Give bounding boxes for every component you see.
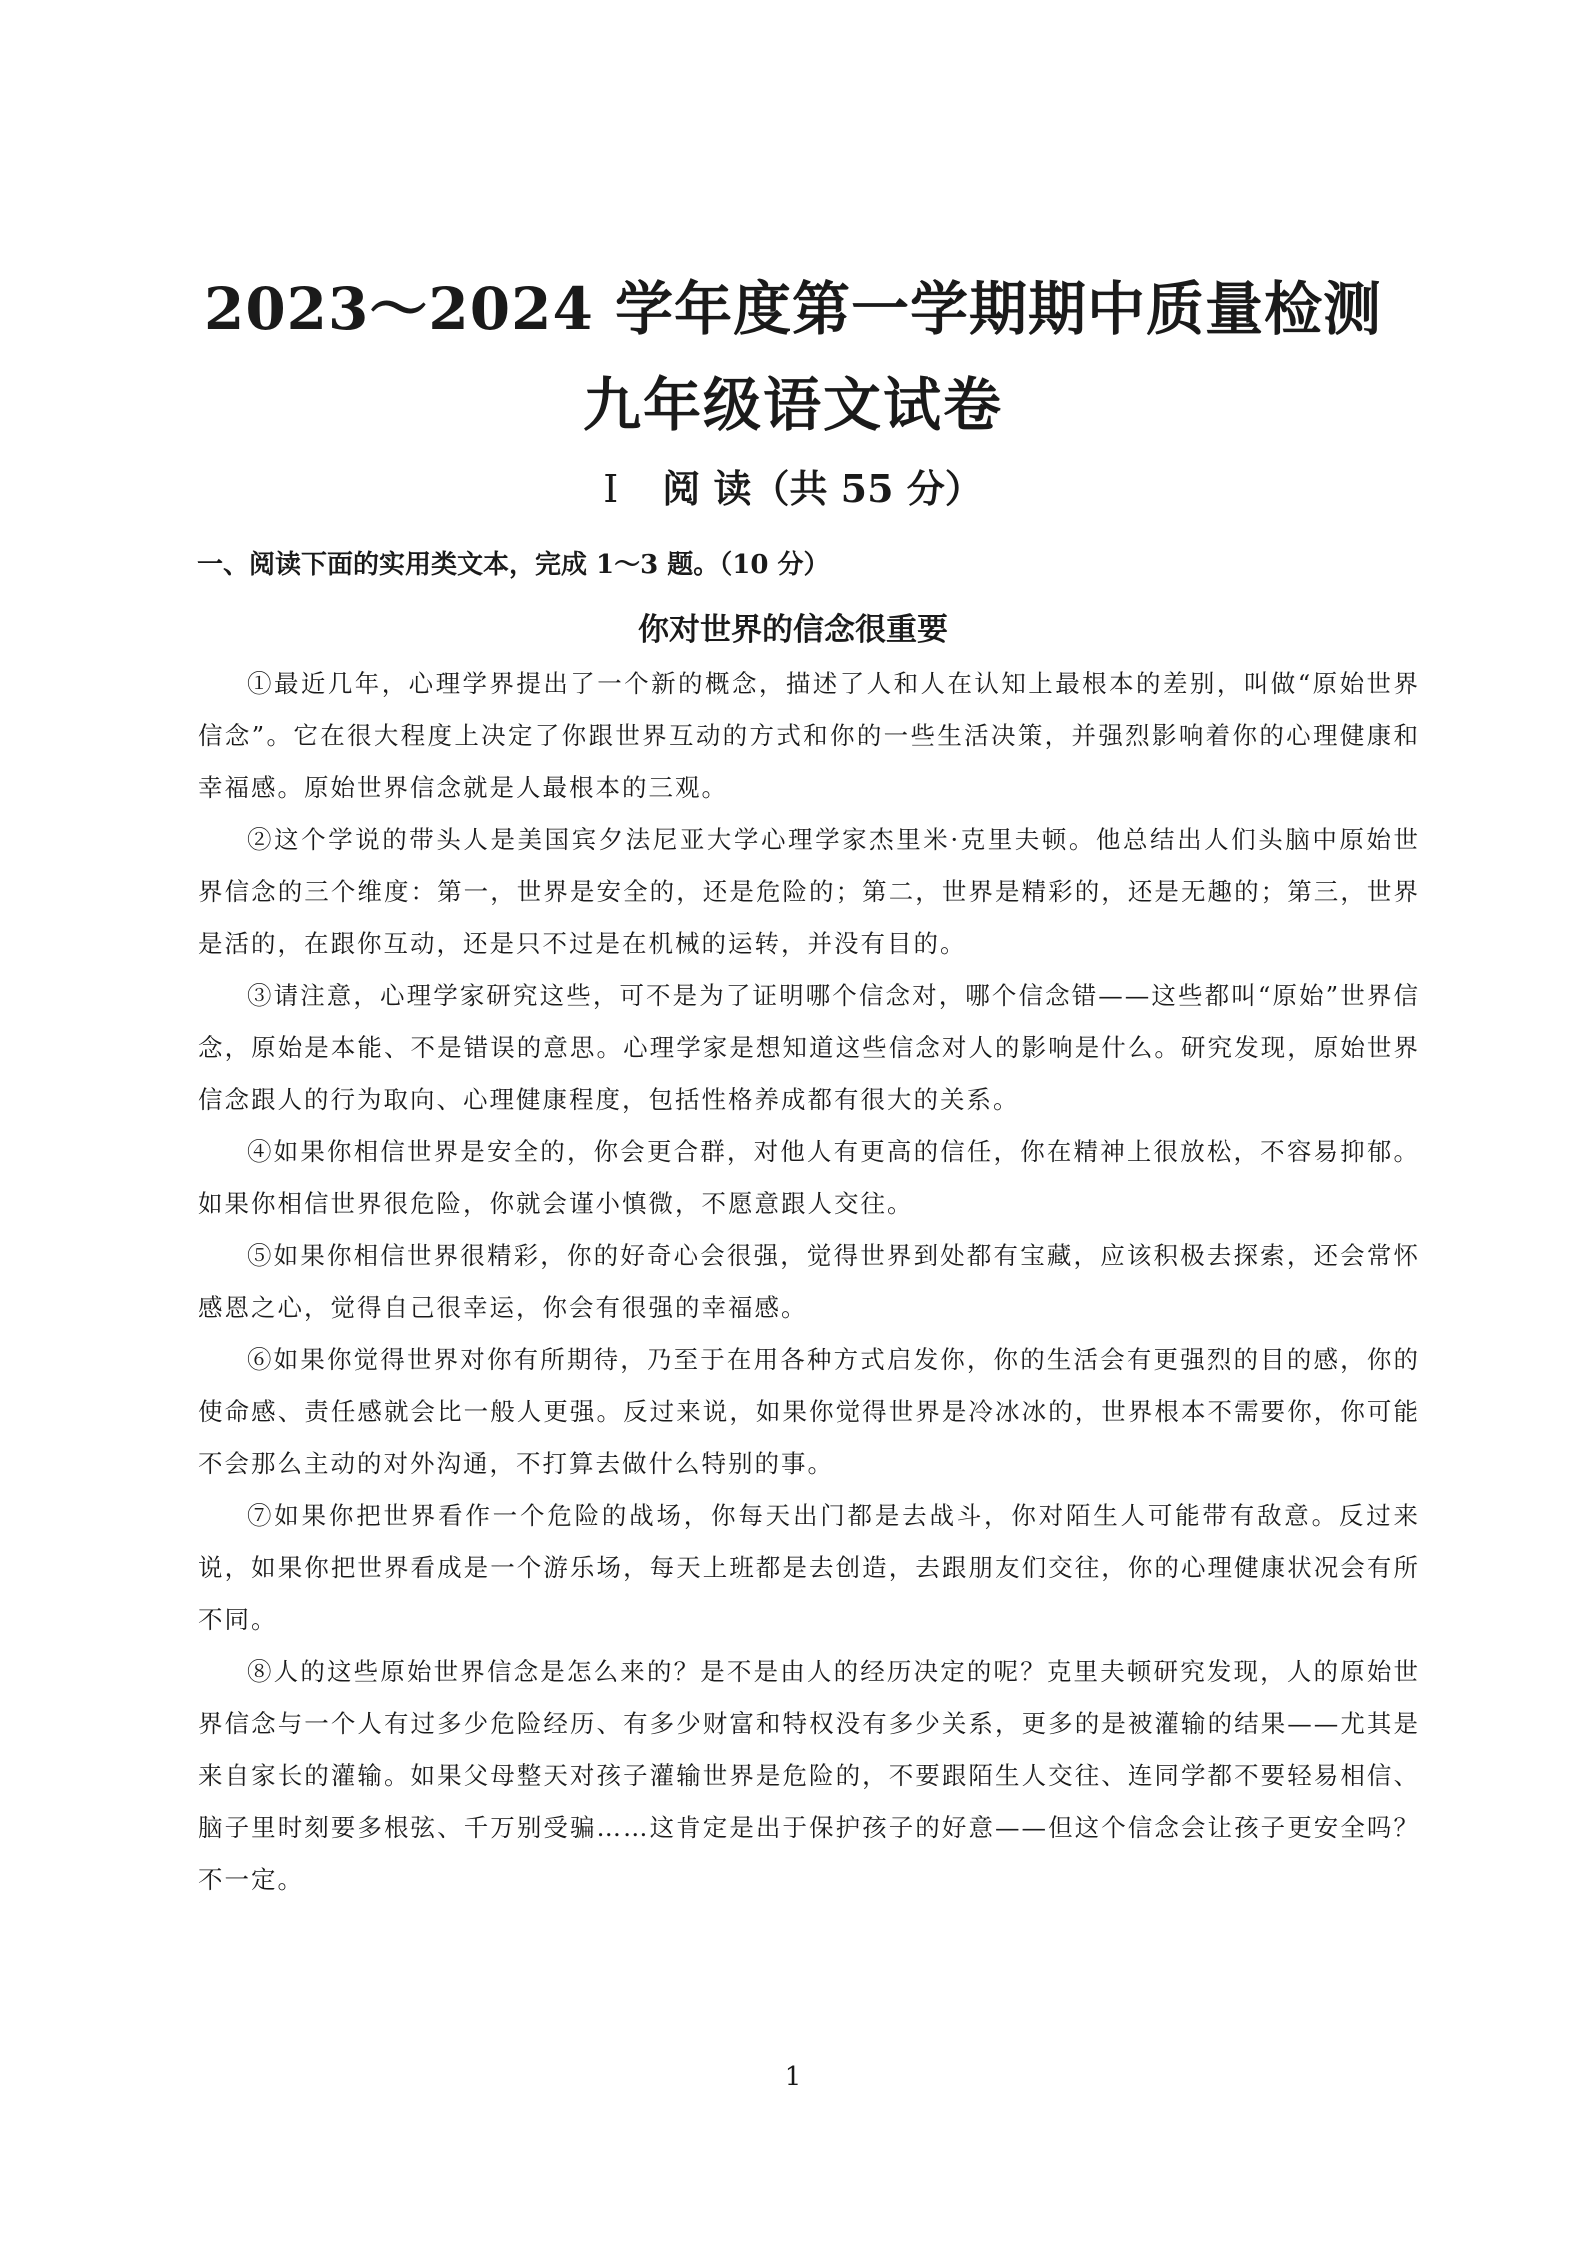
paragraph-7: ⑦如果你把世界看作一个危险的战场，你每天出门都是去战斗，你对陌生人可能带有敌意。反过来说，如果你把世界看成是一个游乐场，每天上班都是去创造，去跟朋友们交往，你的心理健康状况会有所不同。 [198, 1501, 1420, 1634]
section-label: 阅 读（共 55 分） [662, 466, 983, 511]
paragraph-2: ②这个学说的带头人是美国宾夕法尼亚大学心理学家杰里米·克里夫顿。他总结出人们头脑中原始世界信念的三个维度：第一，世界是安全的，还是危险的；第二，世界是精彩的，还是无趣的；第三，世界是活的，在跟你互动，还是只不过是在机械的运转，并没有目的。 [198, 825, 1420, 958]
section-heading [0, 458, 1586, 513]
paragraph-4: ④如果你相信世界是安全的，你会更合群，对他人有更高的信任，你在精神上很放松，不容易抑郁。如果你相信世界很危险，你就会谨小慎微，不愿意跟人交往。 [198, 1137, 1420, 1218]
article-title: 你对世界的信念很重要 [638, 612, 948, 648]
page-number: 1 [784, 2062, 802, 2092]
paragraph-6: ⑥如果你觉得世界对你有所期待，乃至于在用各种方式启发你，你的生活会有更强烈的目的感，你的使命感、责任感就会比一般人更强。反过来说，如果你觉得世界是冷冰冰的，世界根本不需要你，你可能不会那么主动的对外沟通，不打算去做什么特别的事。 [198, 1345, 1420, 1478]
question-heading: 一、阅读下面的实用类文本，完成 1～3 题。（10 分） [197, 550, 830, 580]
paragraph-1: ①最近几年，心理学界提出了一个新的概念，描述了人和人在认知上最根本的差别，叫做“原始世界信念”。它在很大程度上决定了你跟世界互动的方式和你的一些生活决策，并强烈影响着你的心理健康和幸福感。原始世界信念就是人最根本的三观。 [198, 669, 1420, 802]
exam-title: 2023～2024 学年度第一学期期中质量检测 [203, 275, 1383, 343]
paragraph-8: ⑧人的这些原始世界信念是怎么来的？是不是由人的经历决定的呢？克里夫顿研究发现，人的原始世界信念与一个人有过多少危险经历、有多少财富和特权没有多少关系，更多的是被灌输的结果——尤其是来自家长的灌输。如果父母整天对孩子灌输世界是危险的，不要跟陌生人交往、连同学都不要轻易相信、脑子里时刻要多根弦、千万别受骗……这肯定是出于保护孩子的好意——但这个信念会让孩子更安全吗？不一定。 [198, 1657, 1420, 1894]
exam-subtitle: 九年级语文试卷 [582, 371, 1003, 439]
paragraph-5: ⑤如果你相信世界很精彩，你的好奇心会很强，觉得世界到处都有宝藏，应该积极去探索，还会常怀感恩之心，觉得自己很幸运，你会有很强的幸福感。 [198, 1241, 1420, 1322]
paragraph-3: ③请注意，心理学家研究这些，可不是为了证明哪个信念对，哪个信念错——这些都叫“原始”世界信念，原始是本能、不是错误的意思。心理学家是想知道这些信念对人的影响是什么。研究发现，原始世界信念跟人的行为取向、心理健康程度，包括性格养成都有很大的关系。 [198, 981, 1420, 1114]
section-numeral: Ⅰ [603, 467, 619, 511]
article-body [198, 658, 1420, 1906]
